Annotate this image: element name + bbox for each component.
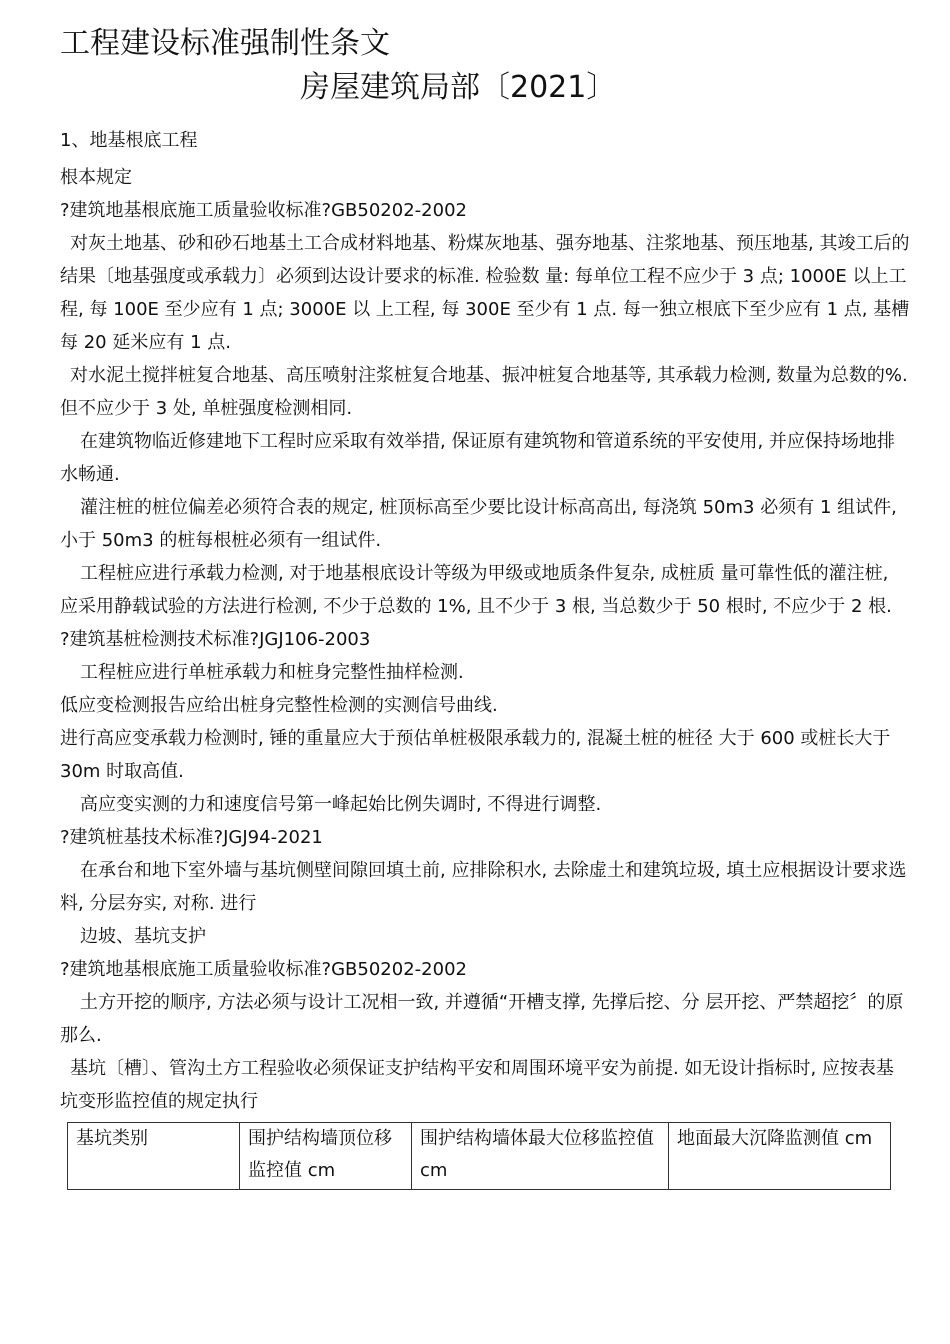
document-page xyxy=(60,22,910,1190)
paragraph: 低应变检测报告应给出桩身完整性检测的实测信号曲线. xyxy=(60,695,498,716)
table-header-cell: 围护结构墙体最大位移监控值 cm xyxy=(412,1123,669,1190)
document-title: 工程建设标准强制性条文 xyxy=(60,26,390,61)
paragraph: 在建筑物临近修建地下工程时应采取有效举措, 保证原有建筑物和管道系统的平安使用, 并应保持场地排水畅通. xyxy=(60,431,895,485)
paragraph: 进行高应变承载力检测时, 锤的重量应大于预估单桩极限承载力的, 混凝土桩的桩径 大于 600 或桩长大于 30m 时取高值. xyxy=(60,728,891,782)
paragraph: 对水泥土搅拌桩复合地基、高压喷射注浆桩复合地基、振冲桩复合地基等, 其承载力检测, 数量为总数的%. 但不应少于 3 处, 单桩强度检测相同. xyxy=(60,365,908,419)
paragraph: 对灰土地基、砂和砂石地基土工合成材料地基、粉煤灰地基、强夯地基、注浆地基、预压地基, 其竣工后的结果〔地基强度或承载力〕必须到达设计要求的标准. 检验数 量: 每单位工程不应少于 3 点; 1000E 以上工程, 每 100E 至少应有 1 点; 3000E 以 上工程, 每 300E 至少有 1 点. 每一独立根底下至少应有 1 点, 基槽每 20 延米应有 1 点. xyxy=(60,233,910,353)
document-subtitle: 房屋建筑局部〔2021〕 xyxy=(300,70,617,105)
standard-reference: ?建筑桩基技术标准?JGJ94-2021 xyxy=(60,827,323,848)
standard-reference: ?建筑基桩检测技术标准?JGJ106-2003 xyxy=(60,629,371,650)
standard-reference: ?建筑地基根底施工质量验收标准?GB50202-2002 xyxy=(60,959,467,980)
paragraph: 在承台和地下室外墙与基坑侧壁间隙回填土前, 应排除积水, 去除虚土和建筑垃圾, 填土应根据设计要求选料, 分层夯实, 对称. 进行 xyxy=(60,860,907,914)
paragraph: 工程桩应进行单桩承载力和桩身完整性抽样检测. xyxy=(80,662,464,683)
table-row xyxy=(68,1123,891,1190)
paragraph: 高应变实测的力和速度信号第一峰起始比例失调时, 不得进行调整. xyxy=(80,794,602,815)
table-header-cell: 围护结构墙顶位移监控值 cm xyxy=(240,1123,412,1190)
section-heading: 1、地基根底工程 xyxy=(60,130,198,151)
table-header-cell: 基坑类别 xyxy=(68,1123,240,1190)
paragraph: 基坑〔槽〕、管沟土方工程验收必须保证支护结构平安和周围环境平安为前提. 如无设计指标时, 应按表基坑变形监控值的规定执行 xyxy=(60,1058,894,1112)
monitoring-table xyxy=(67,1122,891,1190)
table-header-cell: 地面最大沉降监测值 cm xyxy=(669,1123,891,1190)
paragraph: 工程桩应进行承载力检测, 对于地基根底设计等级为甲级或地质条件复杂, 成桩质 量可靠性低的灌注桩, 应采用静载试验的方法进行检测, 不少于总数的 1%, 且不少于 3 根, 当总数少于 50 根时, 不应少于 2 根. xyxy=(60,563,892,617)
paragraph: 土方开挖的顺序, 方法必须与设计工况相一致, 并遵循“开槽支撑, 先撑后挖、分 层开挖、严禁超挖〞的原那么. xyxy=(60,992,904,1046)
subsection-heading: 边坡、基坑支护 xyxy=(80,926,206,947)
subsection-heading: 根本规定 xyxy=(60,167,132,188)
paragraph: 灌注桩的桩位偏差必须符合表的规定, 桩顶标高至少要比设计标高高出, 每浇筑 50m3 必须有 1 组试件, 小于 50m3 的桩每根桩必须有一组试件. xyxy=(60,497,897,551)
standard-reference: ?建筑地基根底施工质量验收标准?GB50202-2002 xyxy=(60,200,467,221)
